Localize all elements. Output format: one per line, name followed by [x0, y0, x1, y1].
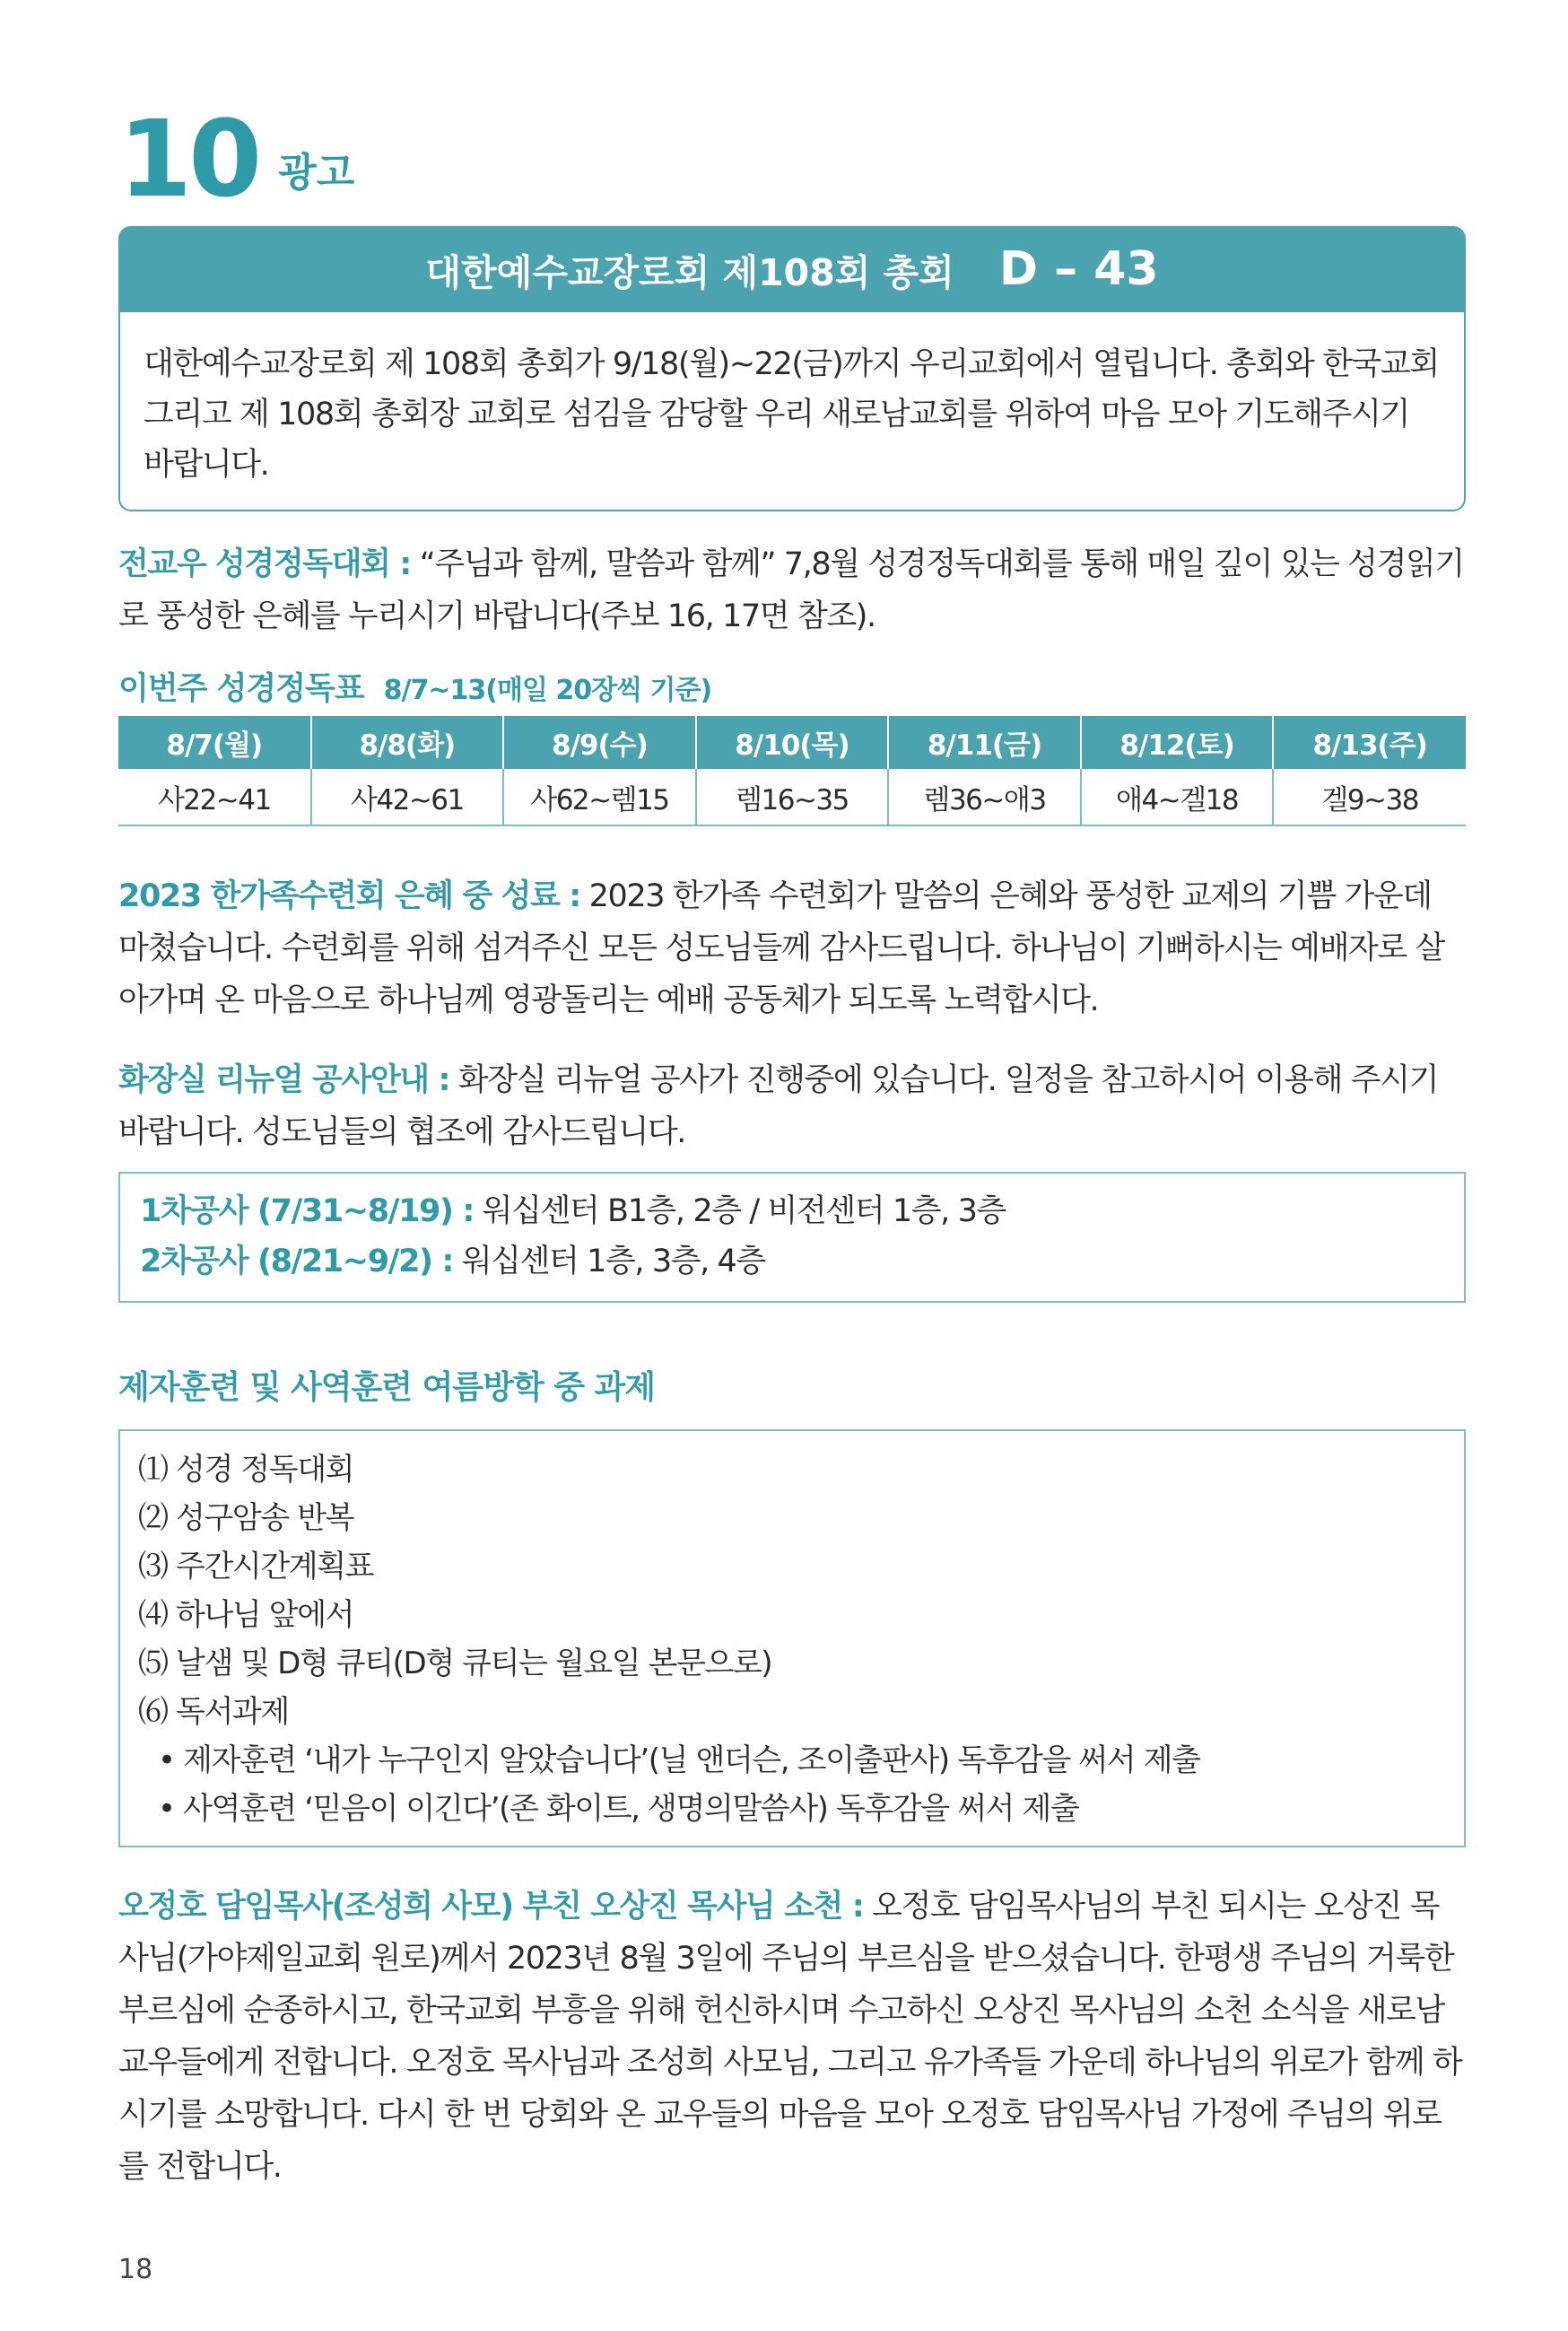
task-item: ⑷ 하나님 앞에서	[138, 1597, 354, 1633]
retreat-notice	[118, 870, 1466, 1026]
schedule-subtitle: 8/7~13(매일 20장씩 기준)	[383, 675, 712, 706]
schedule-day: 8/7(월)	[118, 716, 311, 769]
construction-phase-1	[140, 1186, 1444, 1236]
restroom-notice	[118, 1054, 1466, 1158]
assembly-body: 대한예수교장로회 제 108회 총회가 9/18(월)~22(금)까지 우리교회에서 열립니다. 총회와 한국교회 그리고 제 108회 총회장 교회로 섬김을 감당할 우리 새로남교회를 위하여 마음 모아 기도해주시기 바랍니다.	[144, 346, 1439, 483]
phase-2-text: 워십센터 1층, 3층, 4층	[453, 1244, 765, 1279]
schedule-day: 8/9(수)	[503, 716, 696, 769]
schedule-reading: 렘36~애3	[888, 769, 1081, 825]
section-title: 광고	[278, 150, 355, 196]
task-bullet: • 사역훈련 ‘믿음이 이긴다’(존 화이트, 생명의말씀사) 독후감을 써서 제출	[158, 1791, 1079, 1827]
schedule-reading: 사62~렘15	[503, 769, 696, 825]
bible-reading-label: 전교우 성경정독대회 :	[118, 546, 411, 582]
task-bullet: • 제자훈련 ‘내가 누구인지 알았습니다’(닐 앤더슨, 조이출판사) 독후감을 써서 제출	[158, 1742, 1200, 1778]
task-item: ⑸ 날샘 및 D형 큐티(D형 큐티는 월요일 본문으로)	[138, 1646, 772, 1681]
bible-reading-text: “주님과 함께, 말씀과 함께” 7,8월 성경정독대회를 통해 매일 깊이 있는 성경읽기로 풍성한 은혜를 누리시기 바랍니다(주보 16, 17면 참조).	[118, 546, 1464, 634]
schedule-reading: 사42~61	[311, 769, 504, 825]
assembly-title: 대한예수교장로회 제108회 총회	[425, 250, 954, 294]
schedule-reading: 사22~41	[118, 769, 311, 825]
schedule-title: 이번주 성경정독표	[118, 671, 364, 707]
assembly-banner	[118, 226, 1466, 312]
schedule-day: 8/12(토)	[1081, 716, 1274, 769]
tasks-box	[118, 1429, 1466, 1847]
obituary-notice	[118, 1881, 1466, 2193]
restroom-label: 화장실 리뉴얼 공사안내 :	[118, 1062, 450, 1098]
construction-schedule-box	[118, 1172, 1466, 1303]
schedule-heading	[118, 664, 711, 709]
construction-phase-2	[140, 1236, 1444, 1287]
schedule-day: 8/11(금)	[888, 716, 1081, 769]
schedule-reading: 애4~겔18	[1081, 769, 1274, 825]
schedule-header-row	[118, 716, 1466, 769]
obituary-text: 오정호 담임목사님의 부친 되시는 오상진 목사님(가야제일교회 원로)께서 2023년 8월 3일에 주님의 부르심을 받으셨습니다. 한평생 주님의 거룩한 부르심에 순종하시고, 한국교회 부흥을 위해 헌신하시며 수고하신 오상진 목사님의 소천 소식을 새로남 교우들에게 전합니다. 오정호 목사님과 조성희 사모님, 그리고 유가족들 가운데 하나님의 위로가 함께 하시기를 소망합니다. 다시 한 번 당회와 온 교우들의 마음을 모아 오정호 담임목사님 가정에 주님의 위로를 전합니다.	[118, 1889, 1462, 2185]
schedule-reading-row	[118, 769, 1466, 825]
schedule-day: 8/13(주)	[1273, 716, 1466, 769]
obituary-label: 오정호 담임목사(조성희 사모) 부친 오상진 목사님 소천 :	[118, 1889, 864, 1925]
section-number: 10	[118, 97, 259, 221]
schedule-reading: 겔9~38	[1273, 769, 1466, 825]
retreat-label: 2023 한가족수련회 은혜 중 성료 :	[118, 878, 580, 914]
schedule-day: 8/8(화)	[311, 716, 504, 769]
task-item: ⑶ 주간시간계획표	[138, 1549, 374, 1585]
task-item: ⑴ 성경 정독대회	[138, 1452, 354, 1488]
retreat-text: 2023 한가족 수련회가 말씀의 은혜와 풍성한 교제의 기쁨 가운데 마쳤습니다. 수련회를 위해 섬겨주신 모든 성도님들께 감사드립니다. 하나님이 기뻐하시는 예배자로 살아가며 온 마음으로 하나님께 영광돌리는 예배 공동체가 되도록 노력합시다.	[118, 878, 1444, 1018]
schedule-reading: 렘16~35	[696, 769, 889, 825]
reading-schedule-table	[118, 716, 1466, 826]
phase-2-label: 2차공사 (8/21~9/2) :	[140, 1244, 453, 1279]
schedule-day: 8/10(목)	[696, 716, 889, 769]
bible-reading-notice	[118, 538, 1466, 642]
phase-1-text: 워십센터 B1층, 2층 / 비전센터 1층, 3층	[473, 1193, 1006, 1229]
task-item: ⑹ 독서과제	[138, 1694, 289, 1730]
task-item: ⑵ 성구암송 반복	[138, 1500, 354, 1536]
dday-counter: D – 43	[998, 242, 1159, 296]
tasks-title: 제자훈련 및 사역훈련 여름방학 중 과제	[118, 1369, 656, 1406]
restroom-text: 화장실 리뉴얼 공사가 진행중에 있습니다. 일정을 참고하시어 이용해 주시기 바랍니다. 성도님들의 협조에 감사드립니다.	[118, 1062, 1439, 1150]
assembly-box	[118, 312, 1466, 511]
section-header	[118, 97, 355, 221]
phase-1-label: 1차공사 (7/31~8/19) :	[140, 1193, 474, 1229]
page-number: 18	[118, 2254, 153, 2285]
